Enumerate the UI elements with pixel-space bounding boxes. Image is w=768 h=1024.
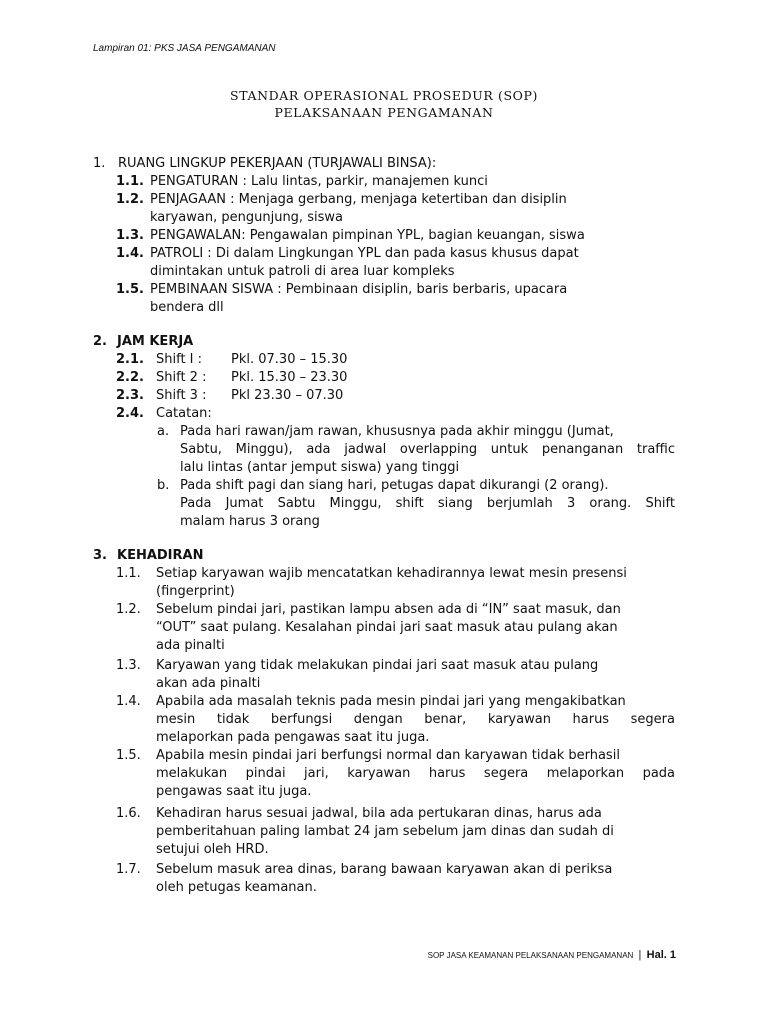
list-item-continuation (156, 711, 675, 729)
item-text: PENGAWALAN: Pengawalan pimpinan YPL, bagian keuangan, siswa (150, 228, 585, 243)
item-number: 1.2. (116, 602, 141, 617)
item-number: 1.1. (116, 566, 141, 581)
list-item-continuation (156, 583, 235, 601)
item-text: akan ada pinalti (156, 676, 261, 691)
item-number: 1.1. (116, 174, 144, 189)
item-text: Sebelum masuk area dinas, barang bawaan karyawan akan di periksa (156, 862, 613, 877)
section-1-number: 1. (93, 156, 106, 171)
note-text: malam harus 3 orang (180, 514, 320, 529)
item-text: ada pinalti (156, 638, 225, 653)
shift-label: Shift 3 : (156, 388, 207, 403)
section-2-title: JAM KERJA (117, 334, 194, 349)
footer-text: SOP JASA KEAMANAN PELAKSANAAN PENGAMANAN (427, 951, 634, 960)
item-text: pengawas saat itu juga. (156, 784, 312, 799)
note-text: Sabtu, Minggu), ada jadwal overlapping untuk penanganan traffic (180, 442, 675, 457)
footer-separator: | (638, 949, 642, 961)
item-number: 1.7. (116, 862, 141, 877)
section-3-number: 3. (93, 548, 107, 563)
item-text: oleh petugas keamanan. (156, 880, 317, 895)
note-label: Catatan: (156, 406, 212, 421)
list-item-continuation (156, 675, 260, 693)
shift-time: Pkl. 15.30 – 23.30 (231, 370, 348, 385)
item-text: Apabila ada masalah teknis pada mesin pindai jari yang mengakibatkan (156, 694, 626, 709)
item-text: setujui oleh HRD. (156, 842, 269, 857)
note-text: lalu lintas (antar jemput siswa) yang tinggi (180, 460, 460, 475)
note-item-continuation (180, 459, 459, 477)
item-number: 1.4. (116, 694, 141, 709)
item-text: “OUT” saat pulang. Kesalahan pindai jari saat masuk atau pulang akan (156, 620, 618, 635)
note-text: Pada shift pagi dan siang hari, petugas dapat dikurangi (2 orang). (180, 478, 609, 493)
item-text: Setiap karyawan wajib mencatatkan kehadirannya lewat mesin presensi (156, 566, 627, 581)
doc-title-line1: STANDAR OPERASIONAL PROSEDUR (SOP) (230, 88, 538, 103)
list-item-continuation (156, 841, 269, 859)
doc-title-line2: PELAKSANAAN PENGAMANAN (274, 105, 494, 120)
section-3-title: KEHADIRAN (117, 548, 204, 563)
item-number: 1.4. (116, 246, 144, 261)
item-text: Karyawan yang tidak melakukan pindai jari saat masuk atau pulang (156, 658, 599, 673)
item-number: 1.6. (116, 806, 141, 821)
list-item-continuation (156, 823, 614, 841)
item-text: mesin tidak berfungsi dengan benar, karyawan harus segera (156, 712, 675, 727)
shift-number: 2.3. (116, 388, 144, 403)
list-item-continuation (156, 765, 675, 783)
note-text: Pada Jumat Sabtu Minggu, shift siang berjumlah 3 orang. Shift (180, 496, 675, 511)
item-text: (fingerprint) (156, 584, 235, 599)
item-text: melakukan pindai jari, karyawan harus segera melaporkan pada (156, 766, 675, 781)
shift-number: 2.2. (116, 370, 144, 385)
note-letter: b. (157, 478, 170, 493)
shift-number: 2.1. (116, 352, 144, 367)
note-item-continuation (180, 495, 675, 513)
list-item-continuation (156, 619, 618, 637)
item-text: PENGATURAN : Lalu lintas, parkir, manajemen kunci (150, 174, 488, 189)
item-text: bendera dll (150, 300, 224, 315)
section-1-title: RUANG LINGKUP PEKERJAAN (TURJAWALI BINSA): (118, 156, 437, 171)
item-text: PEMBINAAN SISWA : Pembinaan disiplin, baris berbaris, upacara (150, 282, 568, 297)
section-2-number: 2. (93, 334, 107, 349)
list-item-continuation (150, 209, 343, 227)
item-text: Apabila mesin pindai jari berfungsi normal dan karyawan tidak berhasil (156, 748, 620, 763)
list-item-continuation (156, 783, 311, 801)
item-number: 1.2. (116, 192, 144, 207)
item-text: PATROLI : Di dalam Lingkungan YPL dan pada kasus khusus dapat (150, 246, 579, 261)
page-number: Hal. 1 (646, 949, 676, 961)
shift-time: Pkl 23.30 – 07.30 (231, 388, 344, 403)
page-footer (428, 949, 676, 961)
note-text: Pada hari rawan/jam rawan, khususnya pada akhir minggu (Jumat, (180, 424, 614, 439)
list-item-continuation (156, 729, 429, 747)
note-number: 2.4. (116, 406, 144, 421)
item-text: karyawan, pengunjung, siswa (150, 210, 343, 225)
note-item-continuation (180, 513, 320, 531)
item-text: dimintakan untuk patroli di area luar kompleks (150, 264, 455, 279)
shift-label: Shift I : (156, 352, 203, 367)
note-item-continuation (180, 441, 675, 459)
list-item-continuation (156, 879, 317, 897)
item-text: Sebelum pindai jari, pastikan lampu absen ada di “IN” saat masuk, dan (156, 602, 621, 617)
item-number: 1.5. (116, 282, 144, 297)
shift-label: Shift 2 : (156, 370, 207, 385)
item-number: 1.3. (116, 228, 144, 243)
shift-time: Pkl. 07.30 – 15.30 (231, 352, 348, 367)
note-letter: a. (157, 424, 170, 439)
list-item-continuation (150, 263, 455, 281)
item-number: 1.5. (116, 748, 141, 763)
item-text: PENJAGAAN : Menjaga gerbang, menjaga ketertiban dan disiplin (150, 192, 567, 207)
list-item-continuation (150, 299, 224, 317)
item-text: pemberitahuan paling lambat 24 jam sebelum jam dinas dan sudah di (156, 824, 614, 839)
item-number: 1.3. (116, 658, 141, 673)
header-note: Lampiran 01: PKS JASA PENGAMANAN (93, 43, 276, 54)
item-text: Kehadiran harus sesuai jadwal, bila ada pertukaran dinas, harus ada (156, 806, 602, 821)
list-item-continuation (156, 637, 225, 655)
item-text: melaporkan pada pengawas saat itu juga. (156, 730, 430, 745)
